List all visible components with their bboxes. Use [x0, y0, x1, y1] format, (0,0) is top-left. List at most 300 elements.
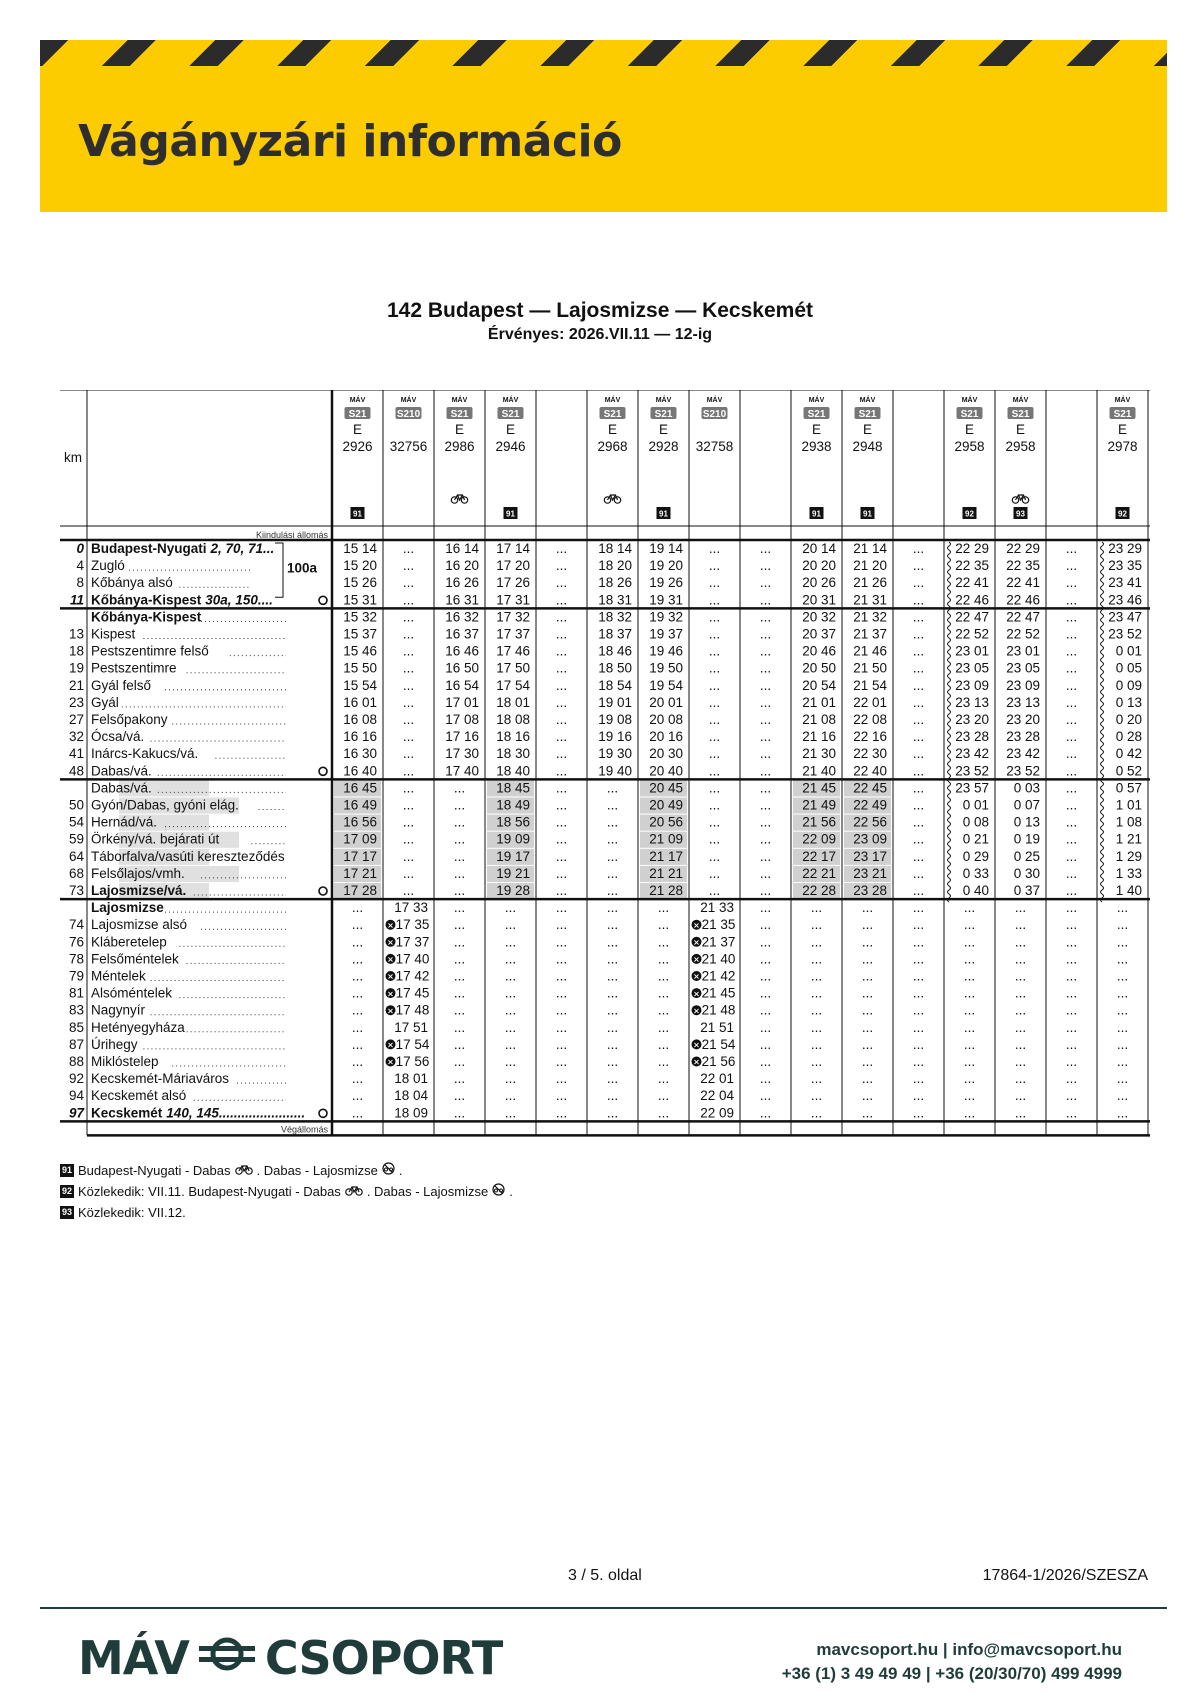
time-cell: 17 46 — [496, 643, 530, 659]
time-cell: ... — [555, 729, 568, 745]
time-cell: 17 08 — [445, 712, 479, 727]
time-cell: 15 14 — [343, 541, 377, 556]
time-cell: ... — [606, 848, 619, 864]
time-cell: ... — [861, 917, 874, 933]
time-cell: ... — [1065, 780, 1078, 796]
km-value: 59 — [68, 831, 84, 847]
mav-mark: MÁV — [400, 397, 417, 404]
note-badge-label: 91 — [863, 509, 872, 519]
time-cell: 15 54 — [343, 677, 377, 693]
time-cell: 22 35 — [955, 558, 989, 574]
time-cell: ... — [1014, 934, 1027, 950]
time-cell: ... — [657, 1002, 670, 1018]
time-cell: 17 45 — [395, 985, 430, 1001]
mav-mark: MÁV — [1114, 397, 1131, 404]
km-value: 74 — [68, 917, 84, 933]
time-cell: 20 14 — [802, 541, 836, 556]
time-cell: 23 28 — [1006, 729, 1040, 745]
time-cell: ... — [1065, 643, 1078, 659]
time-cell: 17 37 — [395, 934, 430, 950]
time-cell: 21 16 — [802, 729, 836, 745]
time-cell: 22 35 — [1006, 558, 1040, 574]
time-cell: ... — [1116, 1071, 1129, 1087]
time-cell: ... — [963, 951, 976, 967]
time-cell: 20 46 — [802, 643, 836, 659]
time-cell: 23 52 — [1006, 763, 1040, 779]
time-cell: ... — [1116, 934, 1129, 950]
request-stop-mark: × — [387, 1057, 394, 1067]
footnote-text-3: . — [398, 1163, 403, 1178]
time-cell: 0 03 — [1013, 780, 1040, 796]
km-header: km — [64, 450, 82, 465]
time-cell: 16 16 — [343, 729, 377, 745]
time-cell: ... — [453, 1054, 466, 1069]
time-cell: 17 14 — [496, 541, 530, 556]
time-cell: ... — [1116, 985, 1129, 1001]
time-cell: 22 09 — [700, 1105, 734, 1121]
departure-label: Kiindulási állomás — [255, 530, 328, 540]
logo-text-left: MÁV — [78, 1631, 189, 1685]
time-cell: ... — [606, 1002, 619, 1018]
time-cell: ... — [453, 848, 466, 864]
bicycle-icon — [345, 1181, 363, 1202]
request-stop-mark: × — [693, 972, 700, 982]
km-value: 41 — [68, 746, 84, 762]
time-cell: 19 54 — [649, 677, 683, 693]
time-cell: 22 04 — [700, 1088, 734, 1104]
station-name: Pestszentimre felső — [91, 643, 209, 659]
note-badge-label: 91 — [659, 509, 668, 519]
time-cell: ... — [912, 575, 925, 591]
time-cell: 21 28 — [649, 883, 683, 898]
time-cell: ... — [759, 985, 772, 1001]
time-cell: 23 46 — [1108, 592, 1142, 608]
time-cell: ... — [555, 968, 568, 984]
time-cell: ... — [504, 1054, 517, 1069]
time-cell: 23 21 — [853, 865, 887, 881]
time-cell: 18 50 — [598, 660, 632, 676]
time-cell: ... — [555, 814, 568, 830]
time-cell: 19 21 — [496, 865, 530, 881]
time-cell: ... — [402, 541, 415, 556]
time-cell: 15 26 — [343, 575, 377, 591]
line-badge-label: S21 — [807, 409, 826, 420]
time-cell: ... — [912, 985, 925, 1001]
time-cell: 22 17 — [802, 848, 836, 864]
time-cell: ... — [555, 1088, 568, 1104]
line-badge-label: S21 — [1113, 409, 1132, 420]
time-cell: ... — [555, 592, 568, 608]
time-cell: 18 54 — [598, 677, 632, 693]
time-cell: ... — [555, 1054, 568, 1069]
station-name: Miklóstelep — [91, 1054, 159, 1069]
mav-mark: MÁV — [808, 397, 825, 404]
time-cell: ... — [351, 900, 364, 916]
time-cell: ... — [657, 951, 670, 967]
mav-csoport-logo — [78, 1628, 502, 1688]
contact-web-email: mavcsoport.hu | info@mavcsoport.hu — [816, 1640, 1122, 1659]
time-cell: 0 40 — [962, 883, 989, 898]
footnote-93 — [60, 1202, 513, 1223]
time-cell: 21 54 — [853, 677, 887, 693]
arrival-label: Végállomás — [280, 1124, 328, 1135]
station-name: Lajosmizse alsó — [91, 917, 188, 933]
km-value: 88 — [68, 1054, 84, 1069]
time-cell: ... — [708, 541, 721, 556]
time-cell: ... — [759, 1036, 772, 1052]
time-cell: ... — [453, 968, 466, 984]
time-cell: ... — [453, 1071, 466, 1087]
time-cell: 23 28 — [955, 729, 989, 745]
request-stop-mark: × — [693, 920, 700, 930]
line-badge-label: S21 — [858, 409, 877, 420]
time-cell: ... — [759, 541, 772, 556]
time-cell: ... — [810, 1071, 823, 1087]
time-cell: ... — [555, 917, 568, 933]
time-cell: ... — [912, 1105, 925, 1121]
time-cell: ... — [963, 968, 976, 984]
time-cell: 20 49 — [649, 797, 683, 813]
time-cell: ... — [1065, 729, 1078, 745]
mav-mark: MÁV — [655, 397, 672, 404]
time-cell: 16 30 — [343, 746, 377, 762]
time-cell: ... — [1065, 985, 1078, 1001]
time-cell: ... — [708, 712, 721, 727]
time-cell: ... — [861, 900, 874, 916]
time-cell: ... — [402, 677, 415, 693]
note-badge-label: 92 — [1118, 509, 1127, 519]
time-cell: 17 26 — [496, 575, 530, 591]
time-cell: ... — [912, 883, 925, 898]
time-cell: 19 28 — [496, 883, 530, 898]
time-cell: 22 08 — [853, 712, 887, 727]
time-cell: 18 01 — [394, 1071, 428, 1087]
station-name: Felsőlajos/vmh. — [91, 865, 185, 881]
time-cell: ... — [402, 643, 415, 659]
time-cell: ... — [606, 865, 619, 881]
time-cell: 21 45 — [802, 780, 836, 796]
time-cell: ... — [402, 712, 415, 727]
time-cell: 23 47 — [1108, 609, 1142, 625]
time-cell: ... — [555, 883, 568, 898]
time-cell: ... — [453, 1088, 466, 1104]
time-cell: ... — [963, 1071, 976, 1087]
time-cell: 21 56 — [802, 814, 836, 830]
time-cell: ... — [1014, 951, 1027, 967]
footnote-badge: 91 — [62, 1165, 73, 1175]
time-cell: 16 37 — [445, 626, 479, 642]
footnote-92 — [60, 1181, 513, 1202]
time-cell: ... — [555, 900, 568, 916]
time-cell: ... — [708, 643, 721, 659]
km-value: 64 — [68, 848, 84, 864]
time-cell: ... — [351, 1019, 364, 1035]
time-cell: ... — [1065, 831, 1078, 847]
time-cell: 21 26 — [853, 575, 887, 591]
time-cell: 17 17 — [343, 848, 377, 864]
km-value: 48 — [68, 763, 84, 779]
time-cell: 1 40 — [1115, 883, 1142, 898]
time-cell: ... — [759, 746, 772, 762]
bicycle-icon — [451, 495, 467, 503]
time-cell: ... — [912, 797, 925, 813]
time-cell: ... — [555, 1071, 568, 1087]
time-cell: 22 41 — [955, 575, 989, 591]
hazard-stripe — [40, 40, 1167, 66]
request-stop-mark: × — [693, 1040, 700, 1050]
time-cell: 22 01 — [853, 694, 887, 710]
time-cell: ... — [504, 900, 517, 916]
footnote-text: Budapest-Nyugati - Dabas — [78, 1163, 231, 1178]
km-value: 79 — [68, 968, 84, 984]
time-cell: ... — [759, 677, 772, 693]
time-cell: ... — [606, 934, 619, 950]
time-cell: ... — [606, 1054, 619, 1069]
line-badge-label: S21 — [450, 409, 469, 420]
time-cell: ... — [555, 643, 568, 659]
time-cell: ... — [1014, 1071, 1027, 1087]
line-badge-label: S21 — [654, 409, 673, 420]
time-cell: ... — [912, 643, 925, 659]
time-cell: ... — [606, 780, 619, 796]
time-cell: ... — [759, 814, 772, 830]
time-cell: ... — [1065, 900, 1078, 916]
time-cell: ... — [708, 797, 721, 813]
time-cell: ... — [810, 1105, 823, 1121]
station-name: Budapest-Nyugati 2, 70, 71... — [91, 541, 275, 556]
line-reference: 100a — [287, 560, 318, 576]
km-value: 19 — [68, 660, 84, 676]
time-cell: 0 01 — [1115, 643, 1142, 659]
line-badge-label: S21 — [960, 409, 979, 420]
timetable — [60, 390, 1150, 1153]
time-cell: 20 31 — [802, 592, 836, 608]
train-category: E — [658, 422, 669, 437]
train-category: E — [964, 422, 975, 437]
time-cell: 0 09 — [1115, 677, 1142, 693]
note-badge-label: 93 — [1016, 509, 1025, 519]
time-cell: ... — [810, 1036, 823, 1052]
time-cell: ... — [759, 592, 772, 608]
time-cell: ... — [606, 1071, 619, 1087]
time-cell: ... — [657, 968, 670, 984]
note-badge-label: 92 — [965, 509, 974, 519]
time-cell: ... — [402, 883, 415, 898]
station-name: Felsőméntelek — [91, 951, 179, 967]
mav-mark: MÁV — [451, 397, 468, 404]
time-cell: ... — [555, 1036, 568, 1052]
time-cell: 20 20 — [802, 558, 836, 574]
time-cell: ... — [606, 831, 619, 847]
time-cell: 18 31 — [598, 592, 632, 608]
time-cell: 23 41 — [1108, 575, 1142, 591]
time-cell: 21 45 — [701, 985, 736, 1001]
train-category: E — [607, 422, 618, 437]
time-cell: ... — [759, 968, 772, 984]
time-cell: ... — [555, 780, 568, 796]
time-cell: ... — [555, 865, 568, 881]
time-cell: ... — [708, 575, 721, 591]
km-value: 97 — [68, 1105, 84, 1121]
time-cell: ... — [402, 831, 415, 847]
request-stop-mark: × — [693, 989, 700, 999]
time-cell: ... — [1116, 1019, 1129, 1035]
time-cell: ... — [810, 917, 823, 933]
time-cell: 21 32 — [853, 609, 887, 625]
time-cell: ... — [555, 694, 568, 710]
bicycle-icon — [1012, 495, 1028, 503]
time-cell: ... — [708, 677, 721, 693]
time-cell: ... — [1014, 1019, 1027, 1035]
station-name: Kőbánya-Kispest 30a, 150.... — [91, 592, 273, 608]
time-cell: ... — [453, 985, 466, 1001]
station-name: Nagynyír — [91, 1002, 146, 1018]
time-cell: ... — [1065, 558, 1078, 574]
time-cell: ... — [606, 1019, 619, 1035]
time-cell: 19 32 — [649, 609, 683, 625]
time-cell: ... — [504, 951, 517, 967]
train-number: 32758 — [695, 439, 734, 454]
train-number: 2926 — [342, 439, 373, 454]
time-cell: ... — [861, 1019, 874, 1035]
time-cell: 22 30 — [853, 746, 887, 762]
time-cell: 16 50 — [445, 660, 479, 676]
time-cell: 18 04 — [394, 1088, 428, 1104]
time-cell: ... — [708, 814, 721, 830]
time-cell: 18 09 — [394, 1105, 428, 1121]
time-cell: ... — [1014, 900, 1027, 916]
time-cell: ... — [351, 1071, 364, 1087]
request-stop-mark: × — [693, 1006, 700, 1016]
header-banner — [40, 40, 1167, 212]
time-cell: 21 01 — [802, 694, 836, 710]
time-cell: 17 48 — [395, 1002, 430, 1018]
time-cell: 17 37 — [496, 626, 530, 642]
banner-title: Vágányzári információ — [78, 116, 622, 167]
time-cell: ... — [351, 1088, 364, 1104]
time-cell: ... — [1065, 968, 1078, 984]
station-name: Méntelek — [91, 968, 146, 984]
train-category: E — [505, 422, 516, 437]
time-cell: ... — [912, 951, 925, 967]
time-cell: ... — [402, 865, 415, 881]
km-value: 78 — [68, 951, 84, 967]
km-value: 68 — [68, 865, 84, 881]
time-cell: ... — [861, 951, 874, 967]
time-cell: ... — [1065, 1002, 1078, 1018]
time-cell: ... — [555, 677, 568, 693]
km-value: 83 — [68, 1002, 84, 1018]
connection-circle — [319, 767, 327, 775]
page-number: 3 / 5. oldal — [568, 1567, 642, 1584]
time-cell: 0 29 — [962, 848, 989, 864]
station-name: Táborfalva/vasúti kereszteződés — [91, 848, 285, 864]
time-cell: ... — [555, 985, 568, 1001]
time-cell: 21 51 — [700, 1019, 734, 1035]
time-cell: ... — [912, 865, 925, 881]
station-name: Zugló — [91, 558, 125, 574]
time-cell: 23 28 — [853, 883, 887, 898]
time-cell: ... — [861, 1054, 874, 1069]
time-cell: 0 52 — [1115, 763, 1142, 779]
train-number: 2938 — [801, 439, 832, 454]
time-cell: ... — [351, 1002, 364, 1018]
time-cell: ... — [912, 1036, 925, 1052]
time-cell: 22 47 — [1006, 609, 1040, 625]
time-cell: ... — [759, 865, 772, 881]
time-cell: 17 01 — [445, 694, 479, 710]
time-cell: ... — [657, 985, 670, 1001]
time-cell: ... — [861, 1002, 874, 1018]
time-cell: ... — [351, 917, 364, 933]
time-cell: ... — [708, 592, 721, 608]
time-cell: 18 16 — [496, 729, 530, 745]
time-cell: ... — [810, 968, 823, 984]
time-cell: 21 37 — [853, 626, 887, 642]
station-name: Kispest — [91, 626, 136, 642]
time-cell: ... — [759, 558, 772, 574]
time-cell: ... — [963, 1019, 976, 1035]
time-cell: ... — [453, 900, 466, 916]
time-cell: 16 01 — [343, 694, 377, 710]
time-cell: 23 01 — [955, 643, 989, 659]
time-cell: ... — [810, 1088, 823, 1104]
time-cell: ... — [810, 951, 823, 967]
time-cell: ... — [1065, 694, 1078, 710]
station-name: Dabas/vá. — [91, 780, 152, 796]
time-cell: 23 42 — [1006, 746, 1040, 762]
line-bracket — [275, 543, 283, 597]
time-cell: ... — [708, 609, 721, 625]
time-cell: ... — [657, 917, 670, 933]
time-cell: ... — [657, 1054, 670, 1069]
time-cell: ... — [708, 883, 721, 898]
time-cell: ... — [1116, 1088, 1129, 1104]
logo-text-right: CSOPORT — [264, 1631, 503, 1685]
wave-marker — [1101, 542, 1104, 902]
mav-mark: MÁV — [961, 397, 978, 404]
time-cell: 17 16 — [445, 729, 479, 745]
time-cell: ... — [402, 694, 415, 710]
connection-circle — [319, 596, 327, 604]
km-value: 11 — [69, 592, 84, 608]
time-cell: 17 42 — [395, 968, 430, 984]
time-cell: 23 09 — [1006, 677, 1040, 693]
time-cell: ... — [453, 934, 466, 950]
time-cell: ... — [708, 763, 721, 779]
time-cell: 22 29 — [1006, 541, 1040, 556]
time-cell: ... — [708, 746, 721, 762]
time-cell: 16 14 — [445, 541, 479, 556]
time-cell: ... — [1065, 626, 1078, 642]
time-cell: ... — [912, 968, 925, 984]
time-cell: 21 48 — [701, 1002, 736, 1018]
time-cell: 15 46 — [343, 643, 377, 659]
time-cell: 19 31 — [649, 592, 683, 608]
time-cell: 21 40 — [802, 763, 836, 779]
time-cell: ... — [759, 1105, 772, 1121]
request-stop-mark: × — [693, 955, 700, 965]
time-cell: ... — [1065, 1054, 1078, 1069]
time-cell: 20 37 — [802, 626, 836, 642]
train-number: 2948 — [852, 439, 883, 454]
time-cell: ... — [1065, 814, 1078, 830]
bicycle-icon — [235, 1160, 253, 1181]
km-value: 54 — [68, 814, 84, 830]
time-cell: ... — [351, 1036, 364, 1052]
contact-info — [782, 1638, 1122, 1686]
time-cell: 22 52 — [1006, 626, 1040, 642]
